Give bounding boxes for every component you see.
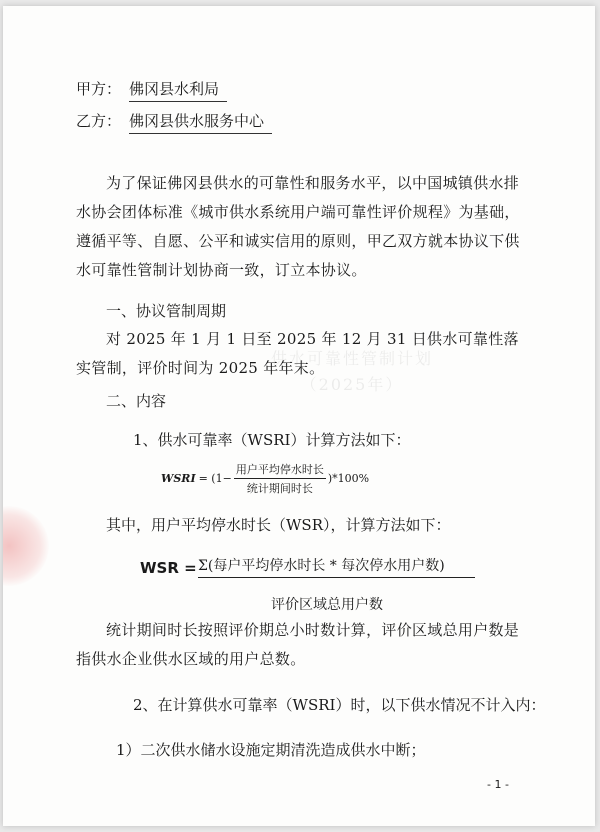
wsri-denominator: 统计期间时长 (246, 482, 313, 495)
document-page (3, 6, 595, 826)
wsr-formula-lhs: WSR = (140, 559, 197, 577)
page-number: - 1 - (487, 778, 509, 791)
party-b (76, 110, 272, 134)
party-a (76, 78, 227, 102)
red-seal-stamp (3, 506, 49, 586)
watermark-line-1: 供水可靠性管制计划 (271, 349, 434, 368)
wsri-formula (161, 461, 369, 496)
wsr-denominator: 评价区域总用户数 (271, 597, 383, 613)
party-b-label: 乙方： (76, 112, 122, 130)
section-2-heading: 二、内容 (106, 392, 167, 410)
explanation-paragraph: 统计期间时长按照评价期总小时数计算，评价区域总用户数是指供水企业供水区域的用户总数。 (76, 621, 520, 668)
section-1-body: 对 2025 年 1 月 1 日至 2025 年 12 月 31 日供水可靠性落实管制，评价时间为 2025 年年末。 (76, 330, 519, 377)
section-1-heading: 一、协议管制周期 (106, 302, 227, 320)
item-2-text: 2、在计算供水可靠率（WSRI）时，以下供水情况不计入内： (133, 696, 546, 714)
watermark-line-2: （2025年） (300, 375, 404, 394)
wsr-numerator: Σ(每户平均停水时长 * 每次停水用户数) (198, 555, 475, 578)
intro-paragraph: 为了保证佛冈县供水的可靠性和服务水平，以中国城镇供水排水协会团体标准《城市供水系统用户端可靠性评价规程》为基础，遵循平等、自愿、公平和诚实信用的原则，甲乙双方就本协议下供水可靠性管制计划协商一致，订立本协议。 (76, 174, 520, 279)
wsri-formula-mid: = (1− (198, 472, 232, 485)
party-a-value: 佛冈县水利局 (129, 78, 227, 102)
party-b-value: 佛冈县供水服务中心 (129, 110, 272, 134)
wsri-fraction (234, 461, 326, 496)
item-1-text: 1、供水可靠率（WSRI）计算方法如下： (133, 431, 411, 449)
wsri-formula-tail: )*100% (327, 472, 370, 485)
wsr-intro: 其中，用户平均停水时长（WSR），计算方法如下： (106, 516, 451, 534)
wsri-numerator: 用户平均停水时长 (234, 461, 326, 479)
sub-item-1-text: 1）二次供水储水设施定期清洗造成供水中断； (116, 741, 426, 759)
party-a-label: 甲方： (76, 80, 122, 98)
wsri-formula-lhs: WSRI (161, 472, 196, 485)
